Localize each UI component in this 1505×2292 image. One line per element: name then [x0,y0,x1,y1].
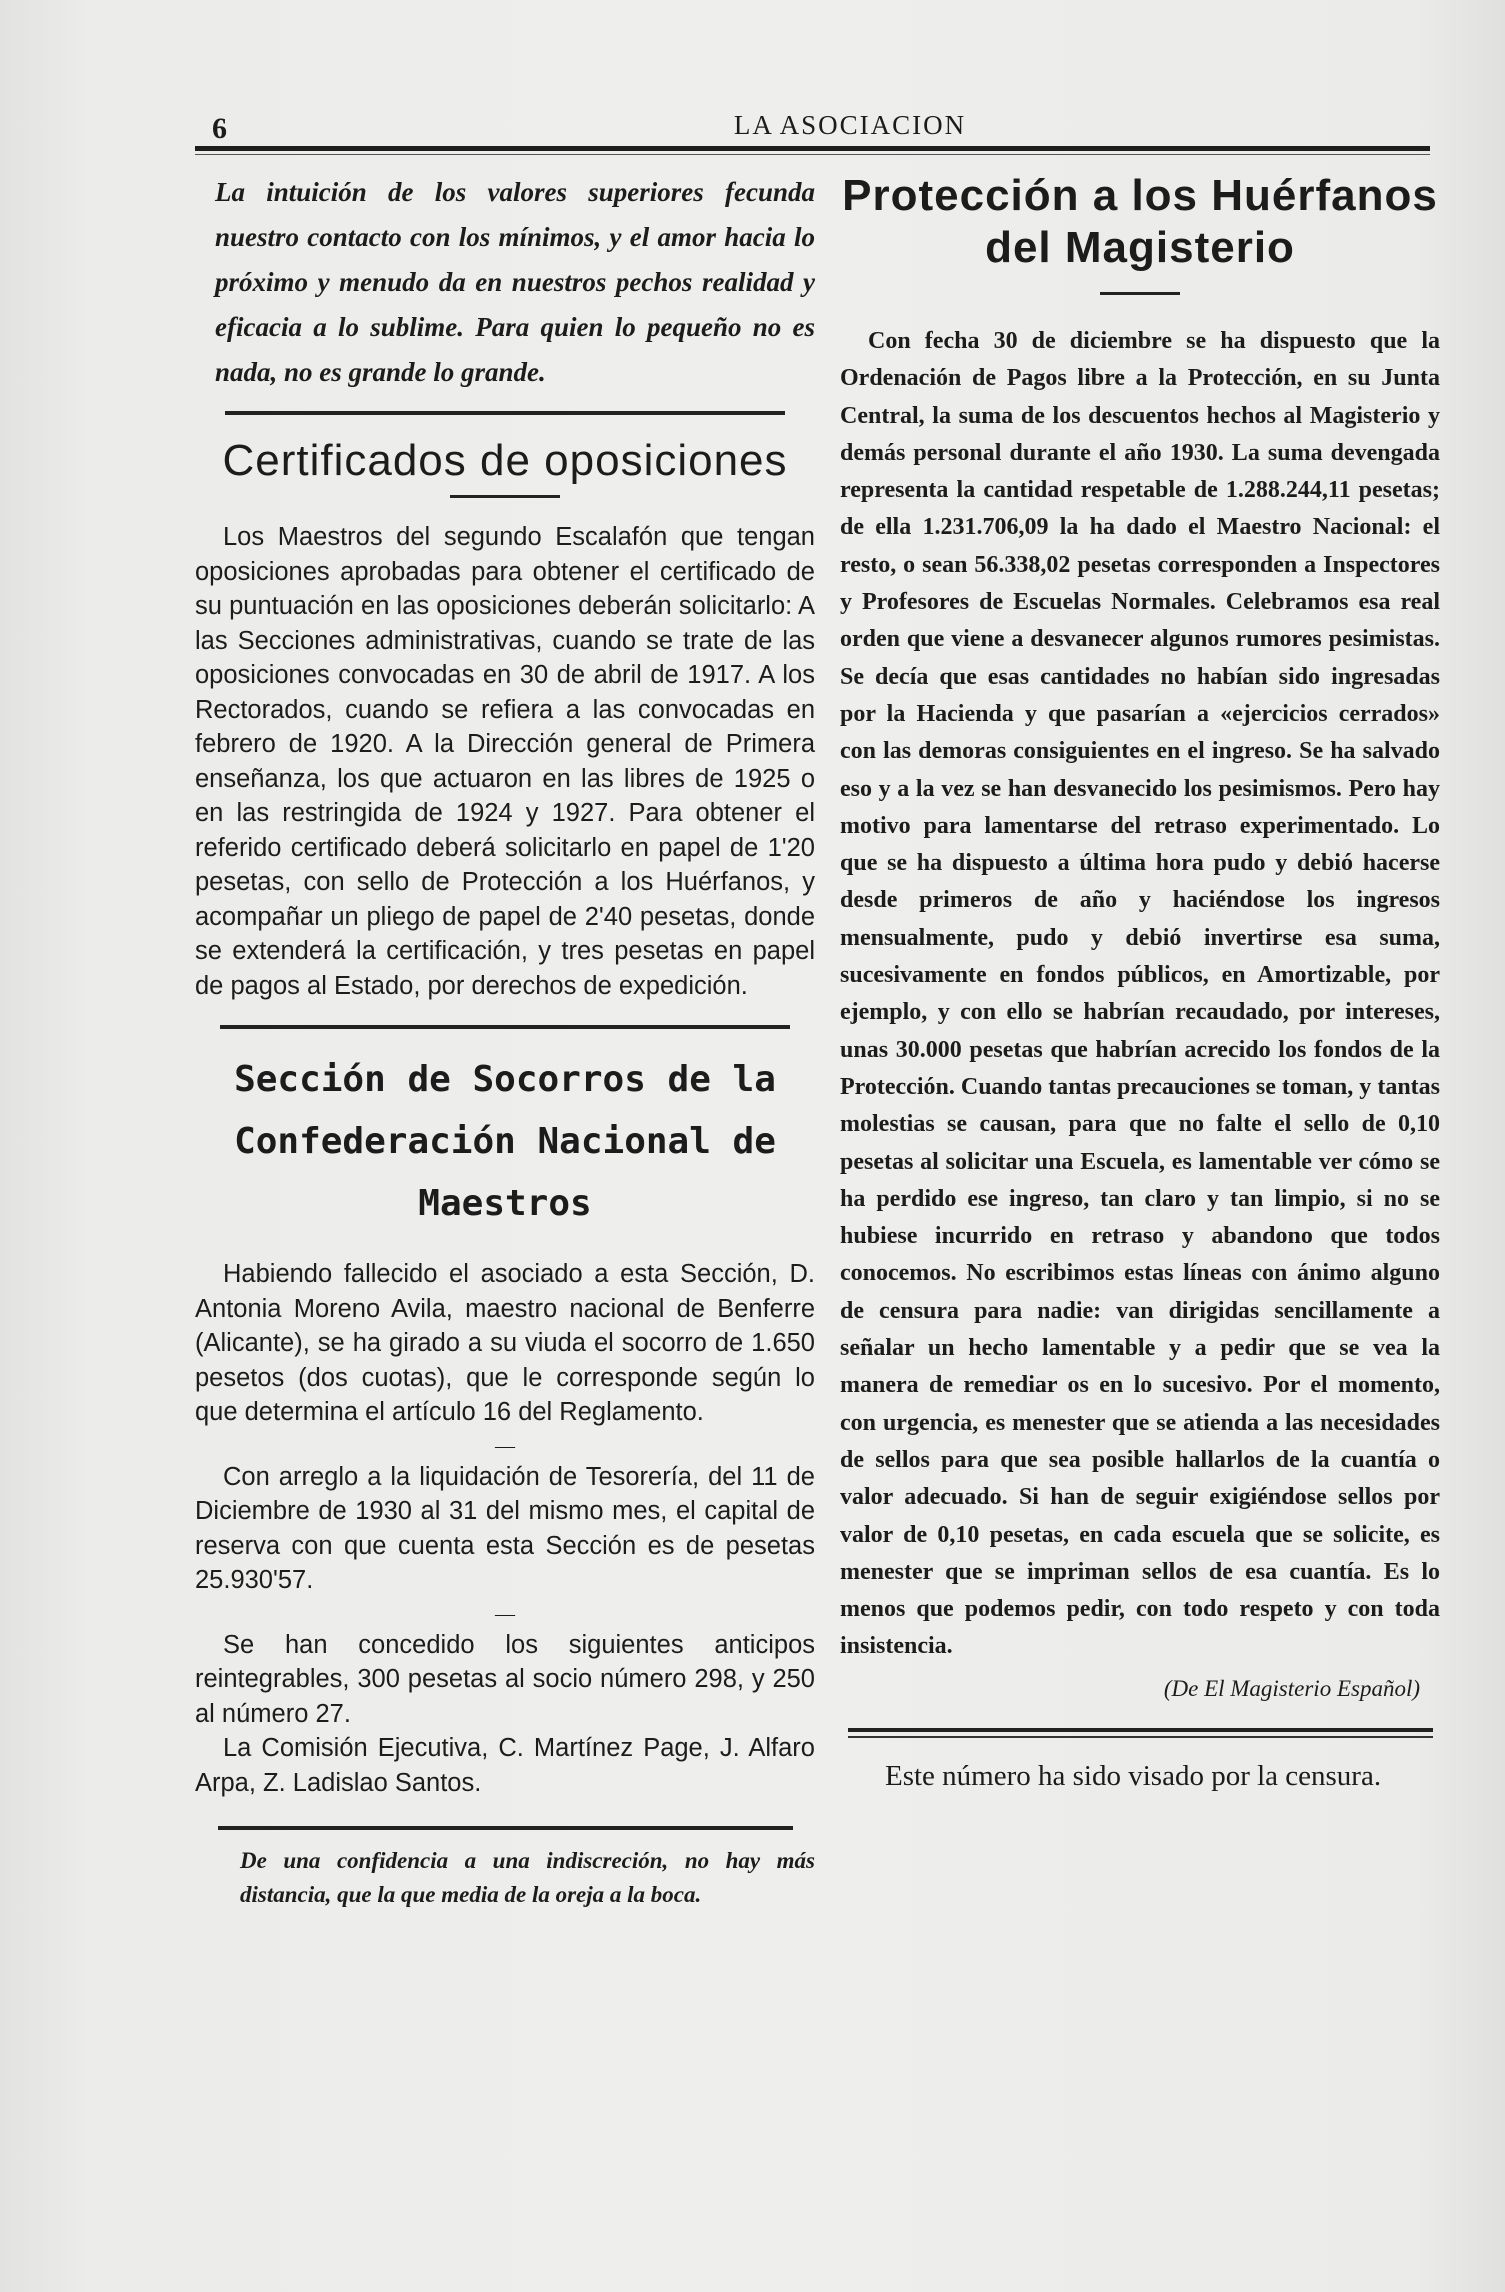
title-underline [450,495,560,498]
source-attribution: (De El Magisterio Español) [1163,1675,1420,1701]
epigraph: La intuición de los valores superiores fecunda nuestro contacto con los mínimos, y el amor hacia lo próximo y menudo da en nuestros pechos realidad y eficacia a lo sublime. Para quien lo pequeño no es nada, no es grande lo grande. [215,177,815,387]
separator-dash: — [495,1602,515,1625]
spacer [195,1235,815,1257]
header-rule [195,146,1430,151]
socorros-paragraph-2: Con arreglo a la liquidación de Tesorería, del 11 de Diciembre de 1930 al 31 del mismo mes, el capital de reserva con que cuenta esta Sección es de pesetas 25.930'57. [195,1462,815,1594]
socorros-title-line2: Confederación Nacional de Maestros [234,1121,776,1224]
certificados-body: Los Maestros del segundo Escalafón que tengan oposiciones aprobadas para obtener el certificado de su puntuación en las oposiciones deberán solicitarlo: A las Secciones administrativas, cuando se trate de las oposiciones convocadas en 30 de abril de 1917. A los Rectorados, cuando se refiera a las convocadas en febrero de 1920. A la Dirección general de Primera enseñanza, los que actuaron en las libres de 1925 o en las restringida de 1924 y 1927. Para obtener el referido certificado deberá solicitarlo en papel de 1'20 pesetas, con sello de Protección a los Huérfanos, y acompañar un pliego de papel de 2'40 pesetas, donde se extenderá la certificación, y tres pesetas en papel de pagos al Estado, por derechos de expedición. [195,523,815,1000]
page-number: 6 [212,112,227,145]
proteccion-title-line1: Protección a los Huérfanos [842,171,1438,220]
footer-quote: De una confidencia a una indiscreción, no hay más distancia, que la que media de la oreja a la boca. [240,1848,815,1907]
section-divider [218,1826,793,1830]
section-divider [220,1025,790,1029]
socorros-paragraph-1: Habiendo fallecido el asociado a esta Sección, D. Antonia Moreno Avila, maestro nacional de Benferre (Alicante), se ha girado a su viuda el socorro de 1.650 pesetos (dos cuotas), que le corresponde según lo que determina el artículo 16 del Reglamento. [195,1260,815,1426]
proteccion-title-line2: del Magisterio [985,223,1295,272]
certificados-title: Certificados de oposiciones [222,436,788,485]
title-underline [1100,292,1180,295]
right-column [840,170,1440,1796]
left-column [195,170,815,1912]
separator-dash: — [495,1434,515,1457]
header-rule-thin [195,154,1430,155]
socorros-paragraph-3: Se han concedido los siguientes anticipos reintegrables, 300 pesetas al socio número 298, y 250 al número 27. [195,1630,815,1728]
censura-notice: Este número ha sido visado por la censura. [885,1759,1382,1792]
proteccion-body: Con fecha 30 de diciembre se ha dispuesto que la Ordenación de Pagos libre a la Protección, en su Junta Central, la suma de los descuentos hechos al Magisterio y demás personal durante el año 1930. La suma devengada representa la cantidad respetable de 1.288.244,11 pesetas; de ella 1.231.706,09 la ha dado el Maestro Nacional: el resto, o sean 56.338,02 pesetas corresponden a Inspectores y Profesores de Escuelas Normales. Celebramos esa real orden que viene a desvanecer algunos rumores pesimistas. Se decía que esas cantidades no habían sido ingresadas por la Hacienda y que pasarían a «ejercicios cerrados» con las demoras consiguientes en el ingreso. Se ha salvado eso y a la vez se han desvanecido los pesimismos. Pero hay motivo para lamentarse del retraso experimentado. Lo que se ha dispuesto a última hora pudo y debió hacerse desde primeros de año y haciéndose los ingresos mensualmente, pudo y debió invertirse esa suma, sucesivamente en fondos públicos, en Amortizable, por ejemplo, y con ello se habrían recaudado, por intereses, unas 30.000 pesetas que habrían acrecido los fondos de la Protección. Cuando tantas precauciones se toman, y tantas molestias se causan, para que no falte el sello de 0,10 pesetas al solicitar una Escuela, es lamentable ver cómo se ha perdido ese ingreso, tan claro y tan limpio, si no se hubiese incurrido en retraso y abandono que todos conocemos. No escribimos estas líneas con ánimo alguno de censura para nadie: van dirigidas sencillamente a señalar un hecho lamentable y a pedir que se vea la manera de remediar os en lo sucesivo. Por el momento, con urgencia, es menester que se atienda a las necesidades de sellos para que sea posible hallarlos de la cuantía o valor adecuado. Si han de seguir exigiéndose sellos por valor de 0,10 pesetas, en cada escuela que se solicite, es menester que se impriman sellos de esa cuantía. Es lo menos que podemos pedir, con todo respeto y con toda insistencia. [840,328,1440,1660]
running-title: LA ASOCIACION [733,110,967,140]
socorros-signature: La Comisión Ejecutiva, C. Martínez Page, J. Alfaro Arpa, Z. Ladislao Santos. [195,1734,815,1797]
section-divider-thin [848,1736,1433,1738]
section-divider [848,1728,1433,1732]
section-divider [225,411,785,415]
socorros-title-line1: Sección de Socorros de la [234,1059,776,1100]
